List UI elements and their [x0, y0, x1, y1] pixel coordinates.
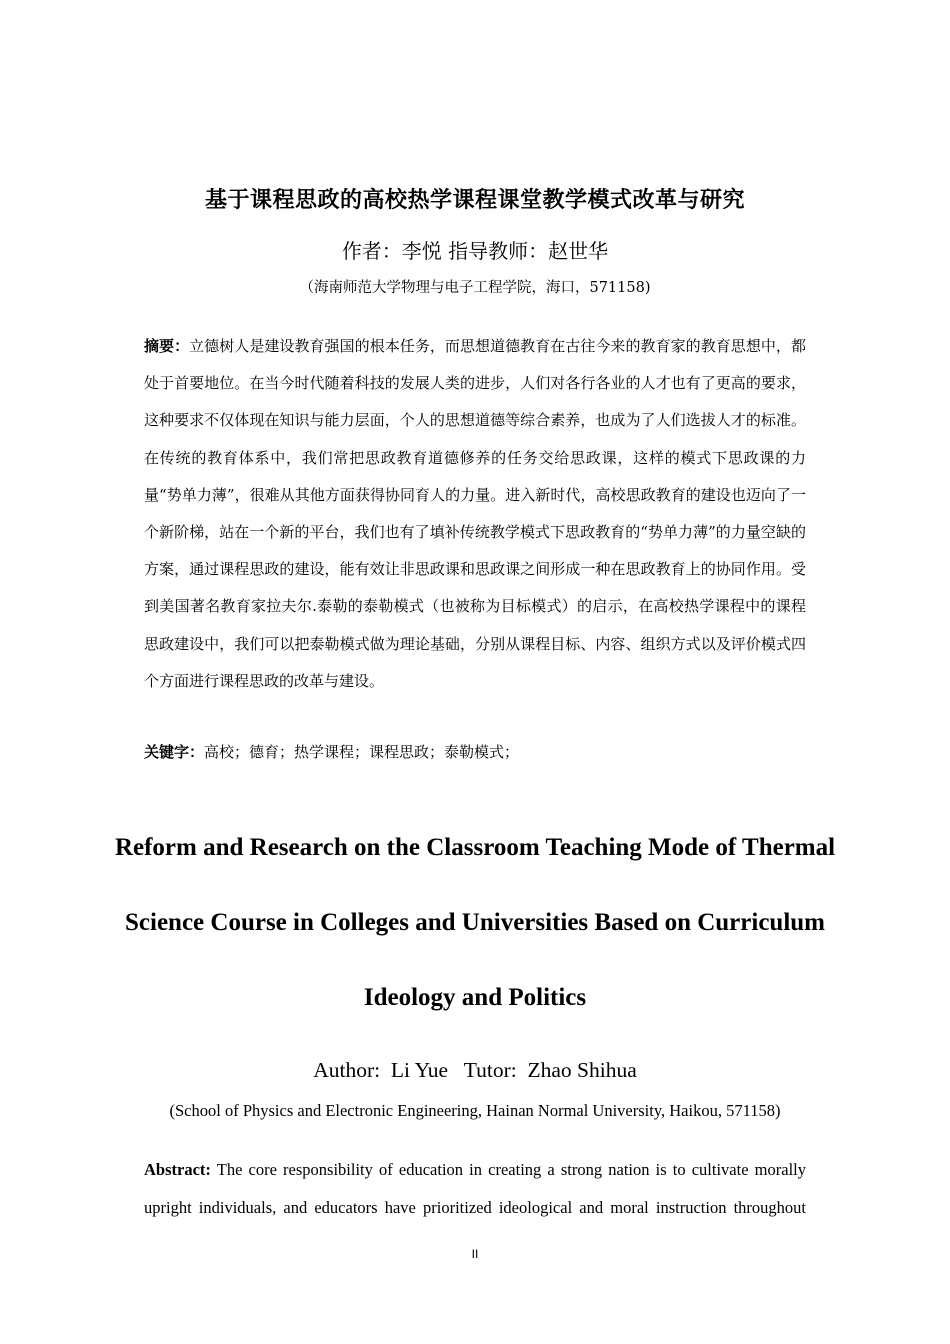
chinese-abstract: [144, 328, 806, 700]
english-title: Reform and Research on the Classroom Teaching Mode of Thermal Science Course in Colleges and Universities Based on Curriculum Ideology and Politics: [114, 834, 836, 1011]
english-affiliation: (School of Physics and Electronic Engineering, Hainan Normal University, Haikou, 571158): [169, 1101, 781, 1120]
english-abstract-label: Abstract:: [144, 1160, 211, 1179]
chinese-abstract-text: 立德树人是建设教育强国的根本任务，而思想道德教育在古往今来的教育家的教育思想中，都处于首要地位。在当今时代随着科技的发展人类的进步，人们对各行各业的人才也有了更高的要求，这种要求不仅体现在知识与能力层面，个人的思想道德等综合素养，也成为了人们选拔人才的标准。在传统的教育体系中，我们常把思政教育道德修养的任务交给思政课，这样的模式下思政课的力量“势单力薄”，很难从其他方面获得协同育人的力量。进入新时代，高校思政教育的建设也迈向了一个新阶梯，站在一个新的平台，我们也有了填补传统教学模式下思政教育的“势单力薄”的力量空缺的方案，通过课程思政的建设，能有效让非思政课和思政课之间形成一种在思政教育上的协同作用。受到美国著名教育家拉夫尔.泰勒的泰勒模式（也被称为目标模式）的启示，在高校热学课程中的课程思政建设中，我们可以把泰勒模式做为理论基础，分别从课程目标、内容、组织方式以及评价模式四个方面进行课程思政的改革与建设。: [144, 337, 806, 690]
chinese-keywords-label: 关键字：: [144, 743, 205, 761]
chinese-affiliation: （海南师范大学物理与电子工程学院，海口，571158): [299, 280, 651, 296]
chinese-keywords: [144, 740, 806, 764]
chinese-authors: 作者：李悦 指导教师：赵世华: [341, 239, 609, 263]
chinese-title: 基于课程思政的高校热学课程课堂教学模式改革与研究: [204, 187, 745, 213]
page-number: II: [471, 1247, 479, 1261]
english-abstract: [144, 1151, 806, 1226]
chinese-keywords-text: 高校；德育；热学课程；课程思政；泰勒模式；: [204, 743, 520, 761]
english-authors: Author: Li Yue Tutor: Zhao Shihua: [313, 1058, 637, 1082]
chinese-abstract-label: 摘要：: [144, 337, 190, 355]
english-abstract-text: The core responsibility of education in creating a strong nation is to cultivate morally upright individuals, and educators have prioritized ideological and moral instruction throughout: [144, 1160, 806, 1217]
